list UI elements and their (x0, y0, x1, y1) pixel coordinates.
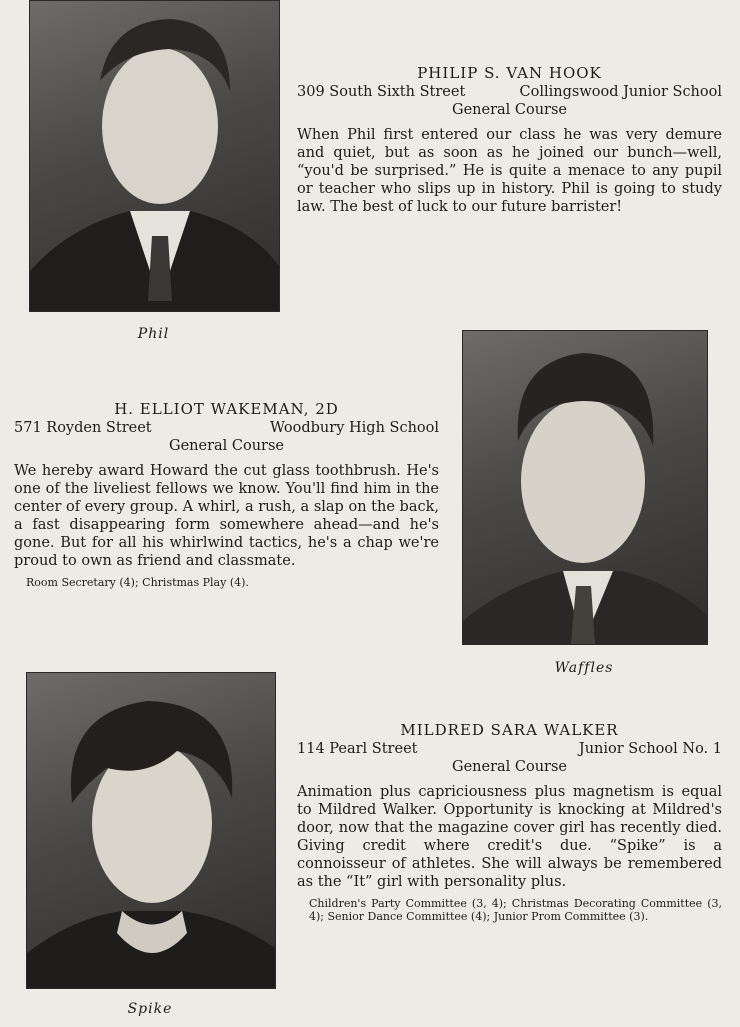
portrait-photo-spike (26, 672, 276, 989)
street-address: 309 South Sixth Street (297, 84, 466, 100)
student-entry (297, 64, 722, 216)
street-address: 571 Royden Street (14, 420, 152, 436)
course-name: General Course (168, 438, 285, 454)
student-bio: When Phil first entered our class he was very demure and quiet, but as soon as he joined our bunch—well, “you'd be surprised.” He is quite a menace to any pupil or teacher who slips up in history. Phil is going to study law. The best of luck to our future barrister! (297, 127, 722, 215)
portrait-photo-phil (29, 0, 280, 312)
student-name: H. ELLIOT WAKEMAN, 2D (114, 400, 339, 418)
student-bio: We hereby award Howard the cut glass toothbrush. He's one of the liveliest fellows we know. You'll find him in the center of every group. A whirl, a rush, a slap on the back, a fast disappearing form somewhere ahead—and he's gone. But for all his whirlwind tactics, he's a chap we're proud to own as friend and classmate. (14, 463, 439, 569)
nickname-caption: Waffles (554, 660, 614, 676)
activities-list: Room Secretary (4); Christmas Play (4). (26, 576, 249, 589)
address-line (297, 84, 722, 100)
previous-school: Junior School No. 1 (578, 741, 722, 757)
street-address: 114 Pearl Street (297, 741, 418, 757)
address-line (297, 741, 722, 757)
nickname-caption: Spike (127, 1001, 173, 1017)
student-name: PHILIP S. VAN HOOK (417, 64, 602, 82)
address-line (14, 420, 439, 436)
nickname-caption: Phil (137, 326, 170, 342)
course-name: General Course (451, 102, 568, 118)
student-bio: Animation plus capriciousness plus magnetism is equal to Mildred Walker. Opportunity is knocking at Mildred's door, now that the magazine cover girl has recently died. Giving credit where credit's due. “Spike” is a connoisseur of athletes. She will always be remembered as the “It” girl with personality plus. (297, 784, 722, 890)
student-entry (297, 721, 722, 923)
activities-list: Children's Party Committee (3, 4); Christmas Decorating Committee (3, 4); Senior Dance Committee (4); Junior Prom Committee (3). (309, 897, 722, 923)
course-name: General Course (451, 759, 568, 775)
portrait-photo-waffles (462, 330, 708, 645)
student-name: MILDRED SARA WALKER (400, 721, 619, 739)
previous-school: Woodbury High School (269, 420, 439, 436)
previous-school: Collingswood Junior School (519, 84, 722, 100)
student-entry (14, 400, 439, 589)
